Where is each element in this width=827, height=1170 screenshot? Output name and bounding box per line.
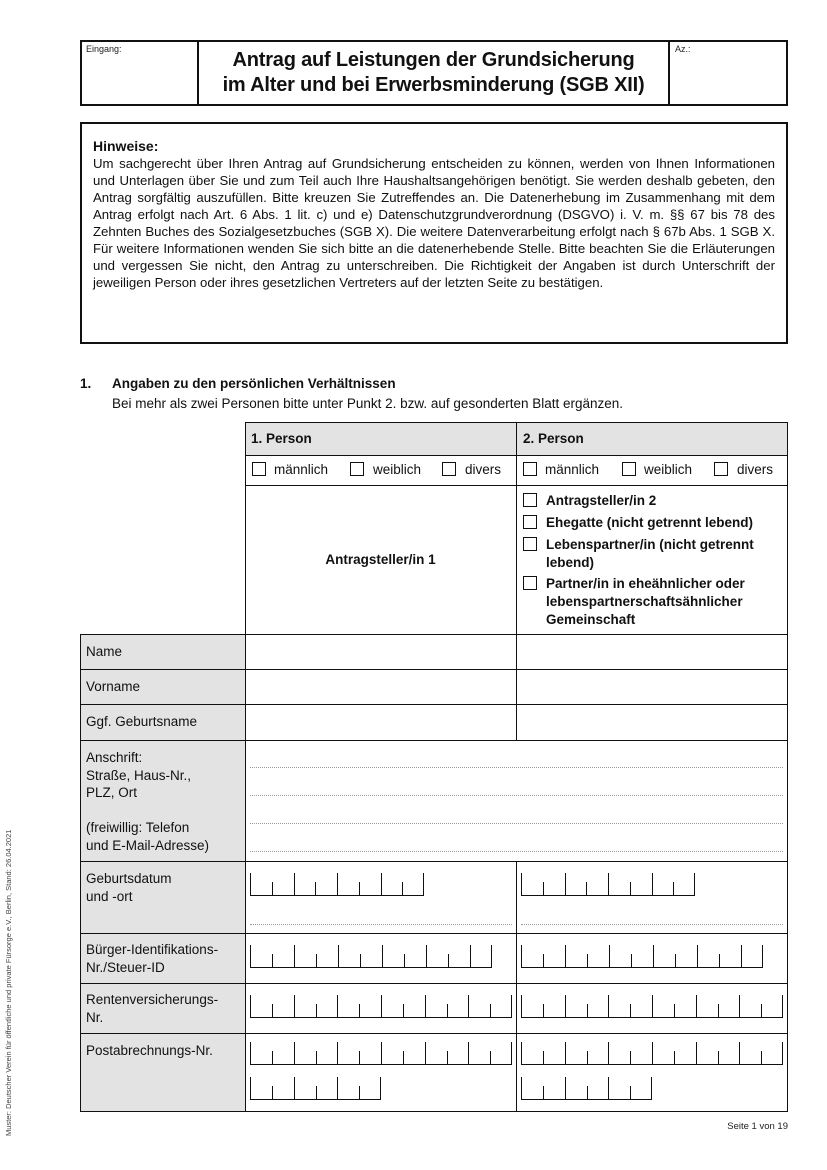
comb-tick [447,1004,448,1017]
comb-tick [543,1051,544,1064]
comb-tick [565,873,566,895]
comb-tick [608,1077,609,1099]
comb-tick [587,1004,588,1017]
anschrift-line-5: und E-Mail-Adresse) [86,837,210,853]
comb-tick [250,995,251,1017]
comb-tick [587,1086,588,1099]
comb-tick [380,1077,381,1099]
comb-tick [382,945,383,967]
publisher-note: Muster: Deutscher Verein für öffentliche und private Fürsorge e.V., Berlin, Stand: 26.04.2021 [4,829,13,1136]
comb-tick [587,1051,588,1064]
comb-tick [337,995,338,1017]
comb-tick [565,1042,566,1064]
comb-tick [586,882,587,895]
comb-tick [272,1004,273,1017]
comb-tick [741,945,742,967]
comb-tick [316,954,317,967]
comb-tick [448,954,449,967]
p2-pension-number-comb[interactable] [521,994,783,1018]
p1-id-number-comb[interactable] [250,944,492,968]
comb-tick [630,1051,631,1064]
p2-vorname-input[interactable] [517,670,787,704]
comb-tick [608,873,609,895]
row-label-geburtsdatum [86,870,172,905]
comb-tick [652,873,653,895]
p2-postal-account-comb-b[interactable] [521,1076,652,1100]
comb-tick [543,1086,544,1099]
comb-tick [608,995,609,1017]
comb-tick [359,1086,360,1099]
p2-role-partner-checkbox[interactable] [523,537,537,551]
p2-female-checkbox[interactable] [622,462,636,476]
comb-tick [631,954,632,967]
form-title-line1: Antrag auf Leistungen der Grundsicherung [232,49,635,71]
comb-tick [511,995,512,1017]
comb-tick [696,1042,697,1064]
comb-tick [521,995,522,1017]
comb-tick [652,1042,653,1064]
comb-tick [423,873,424,895]
comb-tick [630,882,631,895]
comb-tick [403,1051,404,1064]
comb-tick [468,1042,469,1064]
comb-tick [381,995,382,1017]
comb-tick [674,1051,675,1064]
p2-role-cohabitant-label: Partner/in in eheähnlicher oder lebenspartnerschaftsähnlicher Gemeinschaft [546,576,745,627]
rvnr-line-1: Rentenversicherungs- [86,992,219,1007]
p2-postal-account-comb-a[interactable] [521,1041,783,1065]
p1-male-checkbox[interactable] [252,462,266,476]
comb-tick [337,873,338,895]
p1-birthdate-comb[interactable] [250,872,424,896]
p1-diverse-checkbox[interactable] [442,462,456,476]
geburt-line-1: Geburtsdatum [86,871,172,886]
comb-tick [543,954,544,967]
comb-tick [294,995,295,1017]
comb-tick [425,995,426,1017]
notes-body: Um sachgerecht über Ihren Antrag auf Grundsicherung entscheiden zu können, werden von Ihnen Informationen und Unterlagen über Sie und zum Teil auch Ihre Haushaltsangehörigen benötigt. Sie werden deshalb gebeten, den Antrag sorgfältig auszufüllen. Bitte kreuzen Sie Zutreffendes an. Die Datenerhebung im Zusammenhang mit dem Antrag erfolgt nach Art. 6 Abs. 1 lit. c) und e) Datenschutzgrundverordnung (DSGVO) i. V. m. §§ 67 bis 78 des Zehnten Buches des Sozialgesetzbuches (SGB X). Die weitere Datenverarbeitung erfolgt nach § 67b Abs. 1 SGB X. Für weitere Informationen wenden Sie sich bitte an die datenerhebende Stelle. Bitte beachten Sie die Erläuterungen und vergessen Sie nicht, den Antrag zu unterschreiben. Die Richtigkeit der Angaben ist durch Unterschrift der jeweiligen Person oder ihres gesetzlichen Vertreters auf der letzten Seite zu bestätigen. [93,156,775,290]
idnr-line-1: Bürger-Identifikations- [86,942,219,957]
p1-female-checkbox[interactable] [350,462,364,476]
comb-tick [272,954,273,967]
comb-tick [651,1077,652,1099]
p2-diverse-checkbox[interactable] [714,462,728,476]
comb-tick [272,882,273,895]
comb-tick [782,1042,783,1064]
comb-tick [696,995,697,1017]
row-label-pension-number [86,991,218,1026]
comb-tick [630,1086,631,1099]
comb-tick [565,995,566,1017]
comb-tick [337,1042,338,1064]
comb-tick [761,1004,762,1017]
comb-tick [359,1004,360,1017]
comb-tick [490,1004,491,1017]
p2-geburtsname-input[interactable] [517,705,787,740]
row-label-postal-account: Postabrechnungs-Nr. [86,1043,213,1058]
notes-box [80,122,788,344]
comb-tick [694,873,695,895]
comb-tick [470,945,471,967]
comb-tick [587,954,588,967]
comb-tick [718,1004,719,1017]
comb-tick [316,1086,317,1099]
comb-tick [426,945,427,967]
comb-tick [653,945,654,967]
comb-tick [521,873,522,895]
comb-tick [782,995,783,1017]
p1-male-label: männlich [274,462,329,477]
comb-tick [718,1051,719,1064]
p2-id-number-comb[interactable] [521,944,763,968]
idnr-line-2: Nr./Steuer-ID [86,959,165,975]
p1-vorname-input[interactable] [246,670,516,704]
p1-pension-number-comb[interactable] [250,994,512,1018]
person-1-role: Antragsteller/in 1 [325,552,436,567]
p1-diverse-label: divers [465,462,502,477]
comb-tick [719,954,720,967]
p2-role-spouse-checkbox[interactable] [523,515,537,529]
p1-postal-account-comb-a[interactable] [250,1041,512,1065]
comb-tick [316,1004,317,1017]
p2-male-checkbox[interactable] [523,462,537,476]
column-person-2-header: 2. Person [523,431,584,446]
comb-tick [404,954,405,967]
p2-birthplace-input[interactable] [517,897,787,933]
p2-role-applicant-label: Antragsteller/in 2 [546,493,657,508]
comb-tick [381,1042,382,1064]
p2-diverse-label: divers [737,462,774,477]
notes-title: Hinweise: [93,138,159,154]
comb-tick [739,995,740,1017]
eingang-field[interactable] [80,40,199,106]
comb-tick [739,1042,740,1064]
comb-tick [359,882,360,895]
p1-geburtsname-input[interactable] [246,705,516,740]
p1-birthplace-input[interactable] [246,897,516,933]
p2-birthdate-comb[interactable] [521,872,695,896]
comb-tick [521,945,522,967]
comb-tick [468,995,469,1017]
anschrift-line-4: (freiwillig: Telefon [86,820,190,835]
geburt-line-2: und -ort [86,888,133,904]
comb-tick [315,882,316,895]
p2-male-label: männlich [545,462,600,477]
comb-tick [403,1004,404,1017]
comb-tick [338,945,339,967]
comb-tick [609,945,610,967]
rvnr-line-2: Nr. [86,1009,104,1025]
comb-tick [250,873,251,895]
p2-female-label: weiblich [644,462,693,477]
comb-tick [543,1004,544,1017]
comb-tick [250,945,251,967]
p2-role-applicant-checkbox[interactable] [523,493,537,507]
comb-tick [565,1077,566,1099]
comb-tick [337,1077,338,1099]
anschrift-line-1: Anschrift: [86,750,143,765]
section-subtitle: Bei mehr als zwei Personen bitte unter Punkt 2. bzw. auf gesonderten Blatt ergänzen. [112,396,624,411]
comb-tick [250,1077,251,1099]
section-title: Angaben zu den persönlichen Verhältnissen [112,376,396,391]
address-input[interactable] [246,741,787,861]
comb-tick [491,945,492,967]
row-label-geburtsname: Ggf. Geburtsname [86,714,198,729]
row-label-vorname: Vorname [86,679,141,694]
az-field[interactable] [668,40,788,106]
p1-female-label: weiblich [373,462,422,477]
comb-tick [565,945,566,967]
p2-role-partner-label: Lebenspartner/in (nicht getrennt lebend) [546,537,754,570]
comb-tick [673,882,674,895]
comb-tick [294,945,295,967]
comb-tick [294,1077,295,1099]
comb-tick [272,1086,273,1099]
anschrift-line-2: Straße, Haus-Nr., [86,767,192,783]
comb-tick [359,1051,360,1064]
comb-tick [294,1042,295,1064]
comb-tick [675,954,676,967]
comb-tick [543,882,544,895]
comb-tick [360,954,361,967]
comb-tick [402,882,403,895]
comb-tick [630,1004,631,1017]
comb-tick [447,1051,448,1064]
comb-tick [761,1051,762,1064]
row-label-anschrift [86,749,209,854]
comb-tick [608,1042,609,1064]
p2-role-cohabitant-checkbox[interactable] [523,576,537,590]
comb-tick [674,1004,675,1017]
comb-tick [316,1051,317,1064]
comb-tick [490,1051,491,1064]
comb-tick [250,1042,251,1064]
p2-name-input[interactable] [517,635,787,669]
comb-tick [425,1042,426,1064]
comb-tick [272,1051,273,1064]
p2-role-spouse-label: Ehegatte (nicht getrennt lebend) [546,515,754,530]
comb-tick [697,945,698,967]
p1-name-input[interactable] [246,635,516,669]
comb-tick [511,1042,512,1064]
form-title [199,48,668,98]
comb-tick [381,873,382,895]
comb-tick [652,995,653,1017]
column-person-1-header: 1. Person [251,431,312,446]
anschrift-line-3: PLZ, Ort [86,785,138,800]
section-number: 1. [80,376,92,391]
form-title-line2: im Alter und bei Erwerbsminderung (SGB XII) [222,74,645,96]
comb-tick [521,1042,522,1064]
row-label-name: Name [86,644,123,659]
p1-postal-account-comb-b[interactable] [250,1076,381,1100]
comb-tick [294,873,295,895]
comb-tick [521,1077,522,1099]
az-label: Az.: [675,44,691,54]
page-number: Seite 1 von 19 [727,1121,788,1132]
row-label-id-number [86,941,218,976]
comb-tick [762,945,763,967]
eingang-label: Eingang: [86,44,122,54]
